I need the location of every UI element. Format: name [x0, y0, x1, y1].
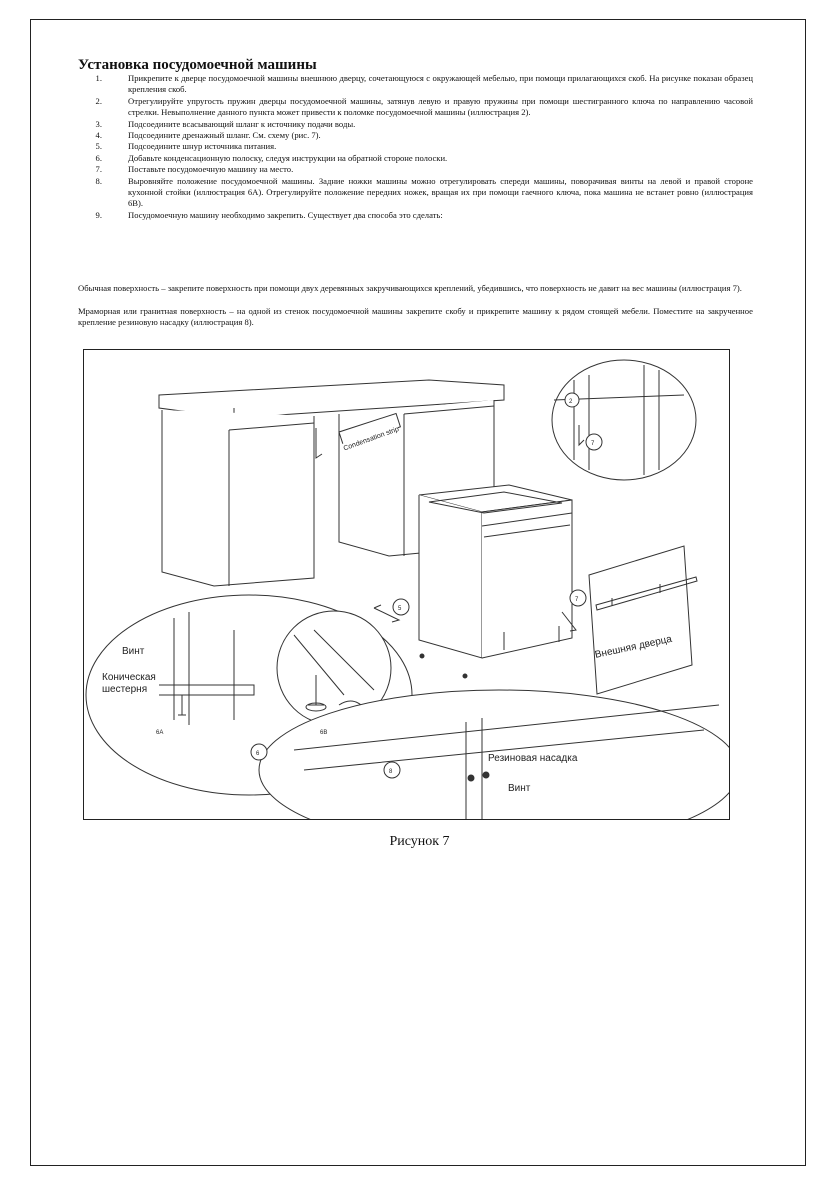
installation-figure: [83, 349, 730, 820]
installation-illustration: [84, 350, 730, 820]
label-6b: 6B: [320, 730, 328, 736]
step-text: Добавьте конденсационную полоску, следуя инструкции на обратной стороне полоски.: [128, 152, 448, 163]
step-text: Посудомоечную машину необходимо закрепить. Существует два способа это сделать:: [128, 209, 443, 220]
step-text: Прикрепите к дверце посудомоечной машины внешнюю дверцу, сочетающуюся с окружающей мебелью, при помощи прилагающихся скоб. На рисунке показан образец крепления скоб.: [128, 73, 753, 95]
steps-list: [78, 73, 753, 221]
number-2: 2: [569, 399, 573, 405]
step-item: [78, 73, 753, 96]
step-number: 5.: [95, 141, 102, 152]
label-6a: 6A: [156, 730, 164, 736]
step-number: 3.: [95, 118, 102, 129]
step-item: [78, 164, 753, 175]
bevel-gear-label-1: Коническая: [102, 672, 156, 683]
screw-label-8: Винт: [508, 783, 531, 794]
number-5: 5: [398, 606, 402, 612]
step-text: Поставьте посудомоечную машину на место.: [128, 164, 294, 175]
step-item: [78, 176, 753, 210]
step-item: [78, 96, 753, 119]
step-item: [78, 130, 753, 141]
step-number: 4.: [95, 130, 102, 141]
step-number: 1.: [95, 73, 102, 83]
step-text: Выровняйте положение посудомоечной машины. Задние ножки машины можно отрегулировать спереди машины, поворачивая винты на левой и правой стороне кухонной стойки (иллюстрация 6А). Отрегулируйте положение передних ножек, вращая их при помощи гаечного ключа, пока машина не встанет ровно (иллюстрация 6В).: [128, 175, 753, 209]
number-6: 6: [256, 751, 260, 757]
step-item: [78, 153, 753, 164]
surface-marble-paragraph: Мраморная или гранитная поверхность – на одной из стенок посудомоечной машины закрепите скобу и прикрепите машину к рядом стоящей мебели. Поместите на закрученное крепление резиновую насадку (иллюстрация 8).: [78, 306, 753, 328]
step-item: [78, 141, 753, 152]
figure-caption: Рисунок 7: [389, 834, 450, 849]
number-8: 8: [389, 769, 393, 775]
step-item: [78, 119, 753, 130]
step-text: Подсоедините дренажный шланг. См. схему (рис. 7).: [128, 130, 321, 141]
number-7: 7: [575, 597, 579, 603]
step-item: [78, 210, 753, 221]
step-number: 8.: [95, 175, 102, 186]
condensation-strip-label: Condensation strip: [342, 425, 400, 453]
step-number: 9.: [95, 209, 102, 220]
bevel-gear-label-2: шестерня: [102, 684, 148, 695]
step-text: Отрегулируйте упругость пружин дверцы посудомоечной машины, затянув левую и правую пружины при помощи шестигранного ключа по направлению часовой стрелки. Невыполнение данного пункта может привести к поломке посудомоечной машины (иллюстрация 2).: [128, 95, 753, 118]
step-text: Подсоедините шнур источника питания.: [128, 141, 277, 152]
step-number: 6.: [95, 152, 102, 163]
outer-door-label: Внешняя дверца: [594, 633, 673, 661]
rubber-cap-label: Резиновая насадка: [488, 753, 578, 764]
step-text: Подсоедините всасывающий шланг к источнику подачи воды.: [128, 118, 356, 129]
page-title: Установка посудомоечной машины: [78, 57, 317, 73]
number-7-inset: 7: [591, 441, 595, 447]
step-number: 2.: [95, 95, 102, 106]
surface-normal-paragraph: Обычная поверхность – закрепите поверхность при помощи двух деревянных закручивающихся креплений, убедившись, что поверхность не давит на вес машины (иллюстрация 7).: [78, 283, 742, 293]
screw-label: Винт: [122, 646, 145, 657]
step-number: 7.: [95, 164, 102, 175]
